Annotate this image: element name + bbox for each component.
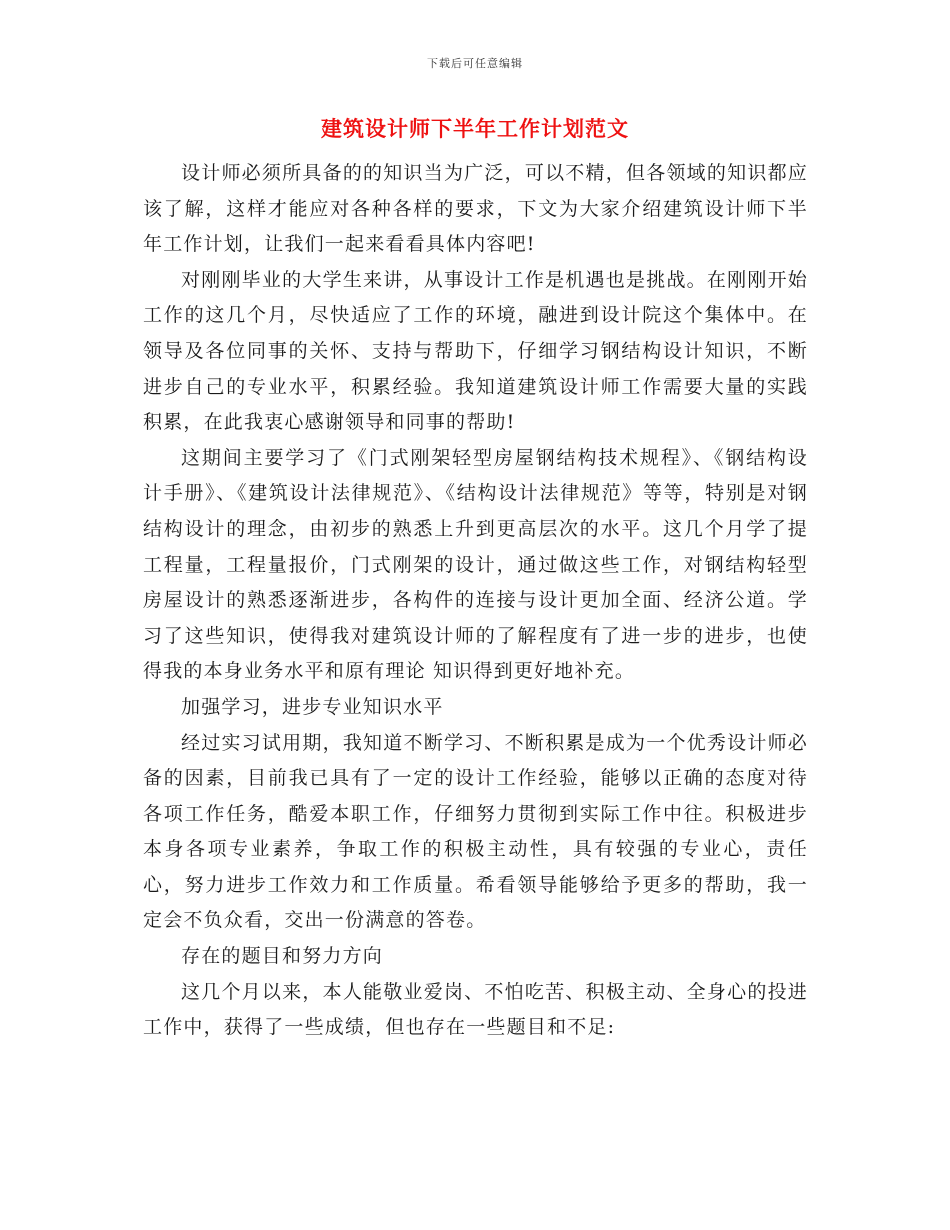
paragraph-internship: 经过实习试用期，我知道不断学习、不断积累是成为一个优秀设计师必备的因素，目前我已具有了一定的设计工作经验，能够以正确的态度对待各项工作任务，酷爱本职工作，仔细努力贯彻到实际工作中往。积极进步本身各项专业素养，争取工作的积极主动性，具有较强的专业心，责任心，努力进步工作效力和工作质量。希看领导能够给予更多的帮助，我一定会不负众看，交出一份满意的答卷。: [143, 731, 808, 932]
paragraph-summary: 这几个月以来，本人能敬业爱岗、不怕吃苦、积极主动、全身心的投进工作中，获得了一些成绩，但也存在一些题目和不足:: [143, 980, 808, 1039]
document-title: 建筑设计师下半年工作计划范文: [321, 116, 629, 141]
paragraph-study: 这期间主要学习了《门式刚架轻型房屋钢结构技术规程》、《钢结构设计手册》、《建筑设计法律规范》、《结构设计法律规范》等等，特别是对钢结构设计的理念，由初步的熟悉上升到更高层次的水平。这几个月学了提工程量，工程量报价，门式刚架的设计，通过做这些工作，对钢结构轻型房屋设计的熟悉逐渐进步，各构件的连接与设计更加全面、经济公道。学习了这些知识，使得我对建筑设计师的了解程度有了进一步的进步，也使得我的本身业务水平和原有理论 知识得到更好地补充。: [143, 446, 808, 683]
document-body: [143, 156, 808, 1046]
paragraph-intro: 设计师必须所具备的的知识当为广泛，可以不精，但各领域的知识都应该了解，这样才能应对各种各样的要求，下文为大家介绍建筑设计师下半年工作计划，让我们一起来看看具体内容吧!: [143, 162, 808, 256]
header-note: 下载后可任意编辑: [427, 57, 523, 70]
paragraph-graduate: 对刚刚毕业的大学生来讲，从事设计工作是机遇也是挑战。在刚刚开始工作的这几个月，尽快适应了工作的环境，融进到设计院这个集体中。在领导及各位同事的关怀、支持与帮助下，仔细学习钢结构设计知识，不断进步自己的专业水平，积累经验。我知道建筑设计师工作需要大量的实践积累，在此我衷心感谢领导和同事的帮助!: [143, 268, 808, 434]
section-heading-problems: 存在的题目和努力方向: [181, 945, 384, 968]
section-heading-learning: 加强学习，进步专业知识水平: [181, 695, 444, 718]
